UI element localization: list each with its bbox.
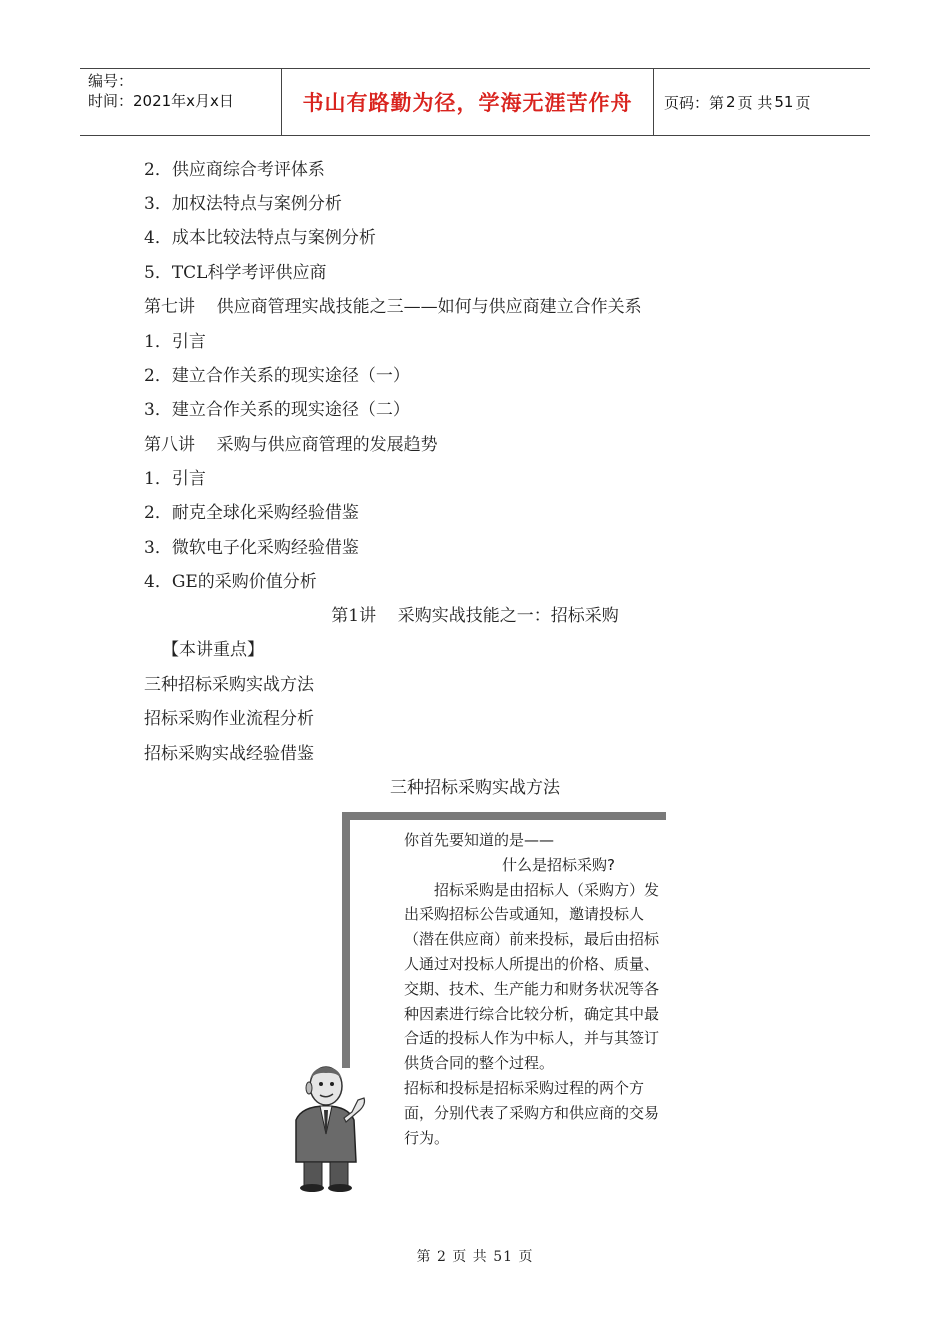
frame-top-bar bbox=[342, 812, 666, 820]
toc-lecture-heading: 第七讲 供应商管理实战技能之三——如何与供应商建立合作关系 bbox=[144, 297, 642, 317]
toc-line: 1．引言 bbox=[144, 332, 206, 352]
toc-line: 1．引言 bbox=[144, 469, 206, 489]
key-point: 招标采购实战经验借鉴 bbox=[144, 744, 314, 764]
header-page-info bbox=[654, 69, 870, 135]
page-header bbox=[80, 68, 870, 136]
key-points-label: 【本讲重点】 bbox=[162, 640, 264, 660]
page-mid: 页 共 bbox=[737, 93, 773, 112]
header-motto-cell bbox=[282, 69, 654, 135]
page-end: 页 bbox=[795, 93, 811, 112]
frame-left-bar bbox=[342, 812, 350, 1068]
page-footer: 第 2 页 共 51 页 bbox=[416, 1249, 534, 1265]
toc-line: 2．建立合作关系的现实途径（一） bbox=[144, 366, 410, 386]
page-total: 51 bbox=[774, 93, 794, 111]
key-point: 三种招标采购实战方法 bbox=[144, 675, 314, 695]
toc-line: 5．TCL科学考评供应商 bbox=[144, 263, 327, 283]
section-title: 三种招标采购实战方法 bbox=[390, 778, 560, 798]
illustration-figure bbox=[282, 812, 668, 1192]
toc-line: 2．供应商综合考评体系 bbox=[144, 160, 325, 180]
header-meta bbox=[80, 69, 282, 135]
toc-line: 3．微软电子化采购经验借鉴 bbox=[144, 538, 359, 558]
time-label: 时间：2021年x月x日 bbox=[88, 92, 234, 110]
page-label: 页码：第 bbox=[664, 93, 725, 112]
toc-line: 3．加权法特点与案例分析 bbox=[144, 194, 342, 214]
figure-question: 什么是招标采购? bbox=[502, 855, 615, 874]
lecture-title: 第1讲 采购实战技能之一：招标采购 bbox=[331, 606, 619, 626]
toc-line: 2．耐克全球化采购经验借鉴 bbox=[144, 503, 359, 523]
figure-intro: 你首先要知道的是—— bbox=[404, 831, 555, 849]
toc-line: 4．成本比较法特点与案例分析 bbox=[144, 228, 376, 248]
toc-lecture-heading: 第八讲 采购与供应商管理的发展趋势 bbox=[144, 435, 438, 455]
page-number: 2 bbox=[726, 93, 736, 111]
figure-text bbox=[404, 828, 666, 1150]
toc-line: 4．GE的采购价值分析 bbox=[144, 572, 317, 592]
key-point: 招标采购作业流程分析 bbox=[144, 709, 314, 729]
toc-line: 3．建立合作关系的现实途径（二） bbox=[144, 400, 410, 420]
header-motto: 书山有路勤为径，学海无涯苦作舟 bbox=[302, 91, 633, 115]
figure-paragraph-1: 招标采购是由招标人（采购方）发出采购招标公告或通知，邀请投标人（潜在供应商）前来投标，最后由招标人通过对投标人所提出的价格、质量、交期、技术、生产能力和财务状况等各种因素进行综合比较分析，确定其中最合适的投标人作为中标人，并与其签订供货合同的整个过程。 bbox=[404, 880, 660, 1073]
figure-paragraph-2: 招标和投标是招标采购过程的两个方面，分别代表了采购方和供应商的交易行为。 bbox=[404, 1078, 660, 1147]
number-label: 编号： bbox=[88, 72, 134, 90]
businessman-icon bbox=[282, 1064, 372, 1192]
